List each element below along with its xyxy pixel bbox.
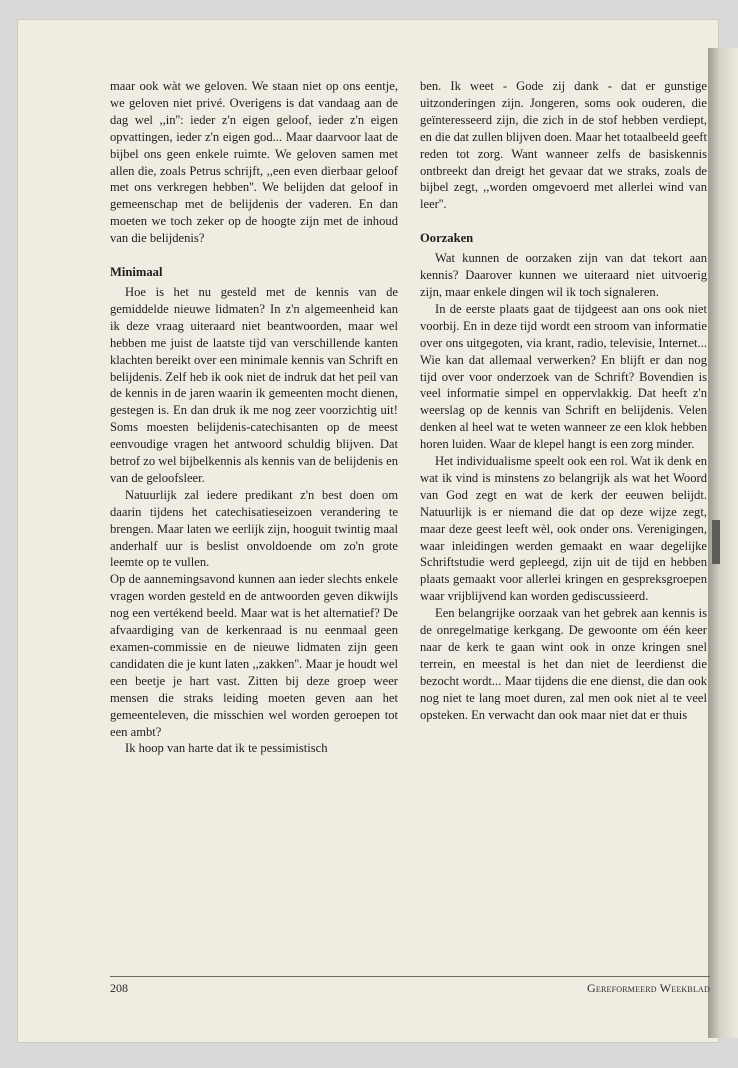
paragraph: Wat kunnen de oorzaken zijn van dat tekort aan kennis? Daarover kunnen we uiteraard niet uitvoerig zijn, maar enkele dingen wil ik toch signaleren.: [420, 251, 707, 299]
paragraph: Ik hoop van harte dat ik te pessimistisch: [125, 741, 328, 756]
paragraph: Een belangrijke oorzaak van het gebrek aan kennis is de onregelmatige kerkgang. De gewoonte om één keer naar de kerk te gaan wint ook in onze kringen snel terrein, en meestal is het dan niet de leerdienst die bezocht wordt... Maar tijdens die ene dienst, die dan ook nog niet te lang moet duren, zal men ook niet al te veel opsteken. En verwacht dan ook maar niet dat er thuis: [420, 606, 707, 722]
paragraph: Natuurlijk zal iedere predikant z'n best doen om daarin tijdens het catechisatieseizoen verandering te brengen. Maar laten we eerlijk zijn, hooguit twintig maal anderhalf uur is beslist onvoldoende om zo'n grote leemte op te vullen.: [110, 487, 398, 570]
paragraph: maar ook wàt we geloven. We staan niet op ons eentje, we geloven niet privé. Overigens is dat vandaag aan de dag wel ,,in'': ieder z'n eigen geloof, ieder z'n eigen opvattingen, ieder z'n eigen god... Maar daarvoor laat de bijbel ons geen enkele ruimte. We geloven samen met allen die, zoals Petrus schrijft, ,,een even dierbaar geloof met ons verkregen hebben''. We belijden dat geloof in gemeenschap met de belijdenis der vaderen. En dan moeten we toch zeker op de hoogte zijn met de inhoud van die belijdenis?: [110, 79, 398, 246]
paragraph: In de eerste plaats gaat de tijdgeest aan ons ook niet voorbij. En in deze tijd wordt een stroom van informatie over ons uitgegoten, via krant, radio, televisie, Internet... Wie kan dat allemaal verwerken? En blijft er dan nog tijd over voor onderzoek van de Schrift? Bovendien is veel informatie simpel en oppervlakkig. Dat heeft z'n weerslag op de kennis van Schrift en belijdenis. Velen denken al heel wat te weten wanneer ze een klok hebben horen luiden. Waar de klepel hangt is een zorg minder.: [420, 301, 707, 452]
facing-page-bar: [712, 520, 720, 564]
footer-rule: [110, 976, 710, 977]
paragraph: Het individualisme speelt ook een rol. Wat ik denk en wat ik vind is minstens zo belangrijk als wat het Woord van God zegt en wat de kerk der eeuwen belijdt. Natuurlijk is er niemand die dat op deze wijze zegt, maar deze geest leeft wèl, ook onder ons. Verenigingen, waar inleidingen werden gemaakt en waar degelijke Schriftstudie werd gepleegd, zijn uit de tijd en hebben plaats gemaakt voor allerlei kringen en gespreksgroepen waar vrijblijvend kan worden gediscussieerd.: [420, 454, 707, 604]
section-heading-oorzaken: Oorzaken: [420, 231, 474, 246]
right-text-column: [420, 78, 707, 724]
magazine-title: Gereformeerd Weekblad: [587, 981, 710, 995]
section-heading-minimaal: Minimaal: [110, 265, 163, 280]
paragraph: ben. Ik weet - Gode zij dank - dat er gunstige uitzonderingen zijn. Jongeren, soms ook ouderen, die geïnteresseerd zijn, die zich in de stof hebben verdiept, en die dat zullen blijven doen. Maar het totaalbeeld geeft reden tot zorg. Want wanneer zelfs de basiskennis ontbreekt dan dreigt het gevaar dat we straks, zoals de bijbel zegt, ,,worden omgevoerd met allerlei wind van leer''.: [420, 79, 707, 212]
paragraph: Op de aannemingsavond kunnen aan ieder slechts enkele vragen worden gesteld en de antwoorden geven dikwijls nog een vertékend beeld. Maar wat is het alternatief? De afvaardiging van de kerkenraad is nu eenmaal geen examen-commissie en de nieuwe lidmaten zijn geen candidaten die je kunt laten ,,zakken''. Maar je houdt wel een beetje je hart vast. Zitten bij deze groep weer mensen die straks leiding moeten geven aan het gemeenteleven, die misschien wel worden geroepen tot een ambt?: [110, 572, 398, 739]
page-number: 208: [110, 981, 128, 995]
paragraph: Hoe is het nu gesteld met de kennis van de gemiddelde nieuwe lidmaten? In z'n algemeenheid kan ik deze vraag uiteraard niet beantwoorden, maar wel hebben me juist de laatste tijd van verschillende kanten klachten bereikt over een minimale kennis van Schrift en belijdenis. Zelf heb ik ook niet de indruk dat het peil van de kennis in de jaren waarin ik gemeenten mocht dienen, gestegen is. En dan druk ik me nog zeer voorzichtig uit! Soms moesten belijdenis-catechisanten op de meest eenvoudige vragen het antwoord schuldig blijven. Dat betrof zo wel bijbelkennis als kennis van de belijdenis en van de geloofsleer.: [110, 284, 398, 485]
left-text-column: [110, 78, 398, 757]
